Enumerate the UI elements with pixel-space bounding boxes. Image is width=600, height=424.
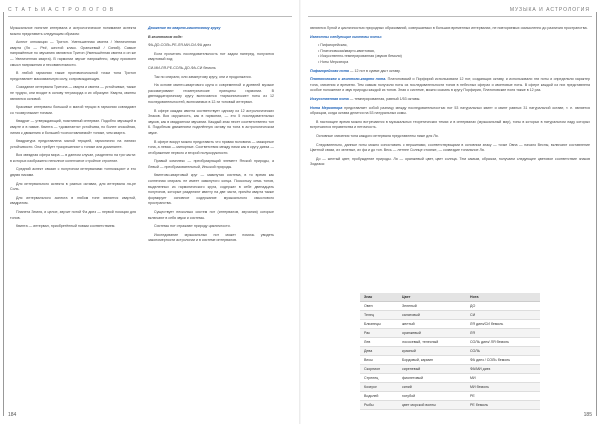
note-sequence: СИ-МИ-ЛЯ-РЕ-СОЛЬ-ДО-ФА-СИ бемоль — [148, 65, 216, 70]
paragraph: Если прочитать последовательность нот задом наперед, получится квартовый ход: — [148, 51, 274, 62]
running-header-right: МУЗЫКА И АСТРОЛОГИЯ — [509, 7, 590, 13]
table-cell: Близнецы — [360, 320, 398, 329]
paragraph: Следовательно, данные ноты можно сопоставить с вершинами, соответствующими в основном знаку — точке Овна — начало Весны, включают составление Цветной связи, их зеленые, их фа и до тон. Весь — летнее Солнце стоянке, — созвездие тональное Ля. — [310, 142, 590, 153]
table-row — [360, 383, 540, 392]
table-row — [360, 401, 540, 410]
table-cell: фиолетовый — [398, 374, 466, 383]
page-number-right: 185 — [583, 412, 592, 418]
table-cell: Рыбы — [360, 401, 398, 410]
table-cell: Дева — [360, 347, 398, 356]
paragraph: Квинтово-квартовый круг — замкнутая система, в то время как солнечная спираль не имеет замкнутого конца. Поскольку семь тонов, выделенных из гармонического круга, содержат в себе двенадцать полутонов, которые разделяют квинту на две части, причём кварта также формирует основное содержание музыкального смыслового пространства. — [148, 173, 274, 206]
section-heading: Известны следующие системы ноты: — [310, 34, 382, 39]
running-header-left: С Т А Т Ь И А С Т Р О Л О Г О В — [8, 7, 115, 13]
table-cell: красный — [398, 347, 466, 356]
table-row — [360, 302, 540, 311]
paragraph — [310, 106, 590, 117]
table-cell: Лев — [360, 338, 398, 347]
table-cell: РЕ бемоль — [466, 401, 540, 410]
table-cell: ЛЯ — [466, 329, 540, 338]
table-cell: СОЛЬ — [466, 347, 540, 356]
table-cell: Зеленый — [398, 302, 466, 311]
paragraph: До — желтый цвет, пробуждение природы. Ля — оранжевый цвет, цвет солнца. Тем самым, образом, получаем следующее цветовое соответствие знаков Зодиака: — [310, 156, 590, 167]
paragraph: В любой гармонии также противоположной точки тона Тритон представляет максимальную силу, сопровождающую. — [10, 71, 136, 81]
table-cell: Овен — [360, 302, 398, 311]
header-rule-left — [8, 16, 292, 17]
paragraph: В сфере каждая квинта соответствует одному из 12 астрологических Знаков. Вся окружность, как в гармонии, — это 5 последовательных звуков, как в квадратном звучании. Каждый знак несет соответственно тон 6. Подобным движением поделённую октаву на тона в астрологическом звуке. — [148, 108, 274, 135]
table-cell: РЕ — [466, 392, 540, 401]
paragraph — [310, 69, 590, 75]
table-cell: ЛЯ диез/СИ бемоль — [466, 320, 540, 329]
text-column-2 — [148, 26, 274, 247]
table-cell: ФА диез / СОЛЬ бемоль — [466, 356, 540, 365]
list-item: • Платоновская/кварто-квинтовая, — [318, 49, 590, 55]
table-cell: Скорпион — [360, 365, 398, 374]
paragraph — [310, 77, 590, 94]
table-row — [360, 329, 540, 338]
table-row — [360, 320, 540, 329]
paragraph — [310, 97, 590, 103]
table-header-row — [360, 293, 540, 302]
column-header: Цвет — [398, 293, 466, 302]
paragraph: Системы нот отражают природу цикличности. — [154, 224, 231, 229]
table-cell: Рак — [360, 329, 398, 338]
term-text: — 12 нот в сумме даст октаву. — [348, 68, 401, 73]
paragraph: Квадратура представлена малой терцией, гармонично на линиях устойчивости. Она требует «разрешения» к тонике или доминанте. — [10, 139, 136, 149]
table-row — [360, 311, 540, 320]
table-cell: Бордовый, кармин — [398, 356, 466, 365]
table-row — [360, 356, 540, 365]
paragraph: Красивые интервалы большой и малой терции в гармонии совпадают со «созвучными» тонами. — [10, 105, 136, 115]
term-label: Платоновская и квинтово-кварто нота. — [310, 77, 387, 82]
paragraph: В настоящее время можно встречаются в музыкальных теоретических темах и в интервалах (музыкальный мир), тоны в которых в натуральном ладу которых встречаются неравенства и неточность. — [310, 119, 590, 130]
list-item: • Искусственно-темперированная (звуков бемоли) — [318, 54, 590, 60]
table-cell: ДО — [466, 302, 540, 311]
table-row — [360, 392, 540, 401]
paragraph: Квинта — интервал, приобретённый новым соответствием. — [16, 224, 116, 229]
table-row — [360, 338, 540, 347]
table-cell: цвет морской волны — [398, 401, 466, 410]
column-header: Знак — [360, 293, 398, 302]
paragraph: Аспект оппозиции — Тритон. Уменьшенная квинта / Увеличенная кварта (Ля — Ре#, шестой класс. Оранжевый / Синий). Самые напряжённые по звучанию являются Тритон (Уменьшённая квинта и он же — Увеличенная кварта). В гармонии звучат напряжённо, звуку присвоен смысл напряжения и несовместимости. — [10, 40, 136, 67]
text-column-3 — [310, 26, 590, 171]
header-rule-right — [308, 16, 592, 17]
paragraph: являются Луной и цикличностью природных образований, совершаемых в больших временных интервалах, не повторяемых осмысленно до различия пространства. — [310, 26, 588, 30]
table-cell: лососевый, телесный — [398, 338, 466, 347]
table-row — [360, 374, 540, 383]
term-label: Нота Меркатора — [310, 105, 343, 110]
paragraph: Исследование музыкальных нот может помочь увидеть закономерности астрологии и в системе интервалов. — [148, 232, 274, 243]
table-row — [360, 347, 540, 356]
section-heading: Движение по кварто-квинтовому кругу — [148, 26, 221, 30]
paragraph: Так по спирали, или замкнутому кругу, они и продолжатся. — [154, 74, 252, 79]
table-cell: Стрелец — [360, 374, 398, 383]
paragraph: Музыкальное понятие интервала и астрологическое понимание аспекта можно представить следующим образом: — [10, 26, 136, 36]
paragraph: Созидание интервала Тритона — кварта и квинта — устойчивые, также не трудно, они входят в основу тетрахорда и их образуют. Кварта, квинты являются основой. — [10, 85, 136, 101]
subheading: В квинтовом ходе: — [148, 34, 183, 39]
table-cell: ФА/МИ диез — [466, 365, 540, 374]
page-number-left: 184 — [8, 412, 17, 418]
paragraph: Средний аспект связан с полутоном интервалами «оппозиции» и его двумя пиками. — [10, 167, 136, 178]
paragraph: В сфере вокруг можно представить что правая половина — мажорные тона, а левая — минорные. Соответствия между ними как в кругу диеза — отображение первого и второй полуокружности. — [148, 139, 274, 155]
list-item: • Ноты Меркатора — [318, 60, 590, 66]
text-column-1 — [10, 26, 136, 233]
term-text: Платоновский и Порфирий использовали 12 нот, создающих октаву, и использовали эти ноты и определяли характер тона, значения и времени. Тем самым получили ноты из последовательности тонов в небесных сферах и квинтовые ноты. В сфере каждой из них представлена особое положение и звук природы каждой из тонов. Зная о системе, можно сказать в кругу Порфирия, Платоновские поля также в 12 раз. — [310, 77, 590, 93]
table-cell: МИ — [466, 374, 540, 383]
table-cell: оранжевый — [398, 329, 466, 338]
term-label: Пифагорейская нота — [310, 68, 349, 73]
term-text: представляет собой разницу между последовательностью нот 53 натуральных квинт и квинт равных 31 натуральной октаве, т. е. является образцом, когда октава делится на 53 натуральных комы. — [310, 105, 590, 116]
table-cell: МИ бемоль — [466, 383, 540, 392]
table-cell: Весы — [360, 356, 398, 365]
term-label: Искусственная нота — [310, 96, 349, 101]
column-header: Нота — [466, 293, 540, 302]
paragraph: Основные значения тона каждого интервала представлены ниже для Ля. — [316, 133, 439, 138]
table-cell: Телец — [360, 311, 398, 320]
table-row — [360, 365, 540, 374]
table-cell: желтый — [398, 320, 466, 329]
paragraph: Квадрат — утверждающий, позитивный интервал. Подобно звучащей в кварте и в гамме. Квинта — «доминанта» устойчива, но более спокойная, линия к движению и большей «сопоставляемой» тонике, чем кварта. — [10, 119, 136, 135]
term-text: — темперированная, равный 1/53 октавы. — [348, 96, 421, 101]
paragraph: Планета Земля, и целое, звучит нотой Фа диез — первой позиции для тонов. — [10, 210, 136, 220]
table-cell: СИ — [466, 311, 540, 320]
table-cell: СОЛЬ диез/ ЛЯ бемоль — [466, 338, 540, 347]
note-sequence: ФА-ДО-СОЛЬ-РЕ-ЛЯ-МИ-СИ-ФА диез — [148, 43, 211, 48]
table-cell: синий — [398, 383, 466, 392]
list-item: • Пифагорейская, — [318, 43, 590, 49]
paragraph: На основе квинто-квартового круга и современной и древней музыке рассматривают геометрические принципы гармонии. В двенадцатиричному кругу включаются «гармонические» ноты из 12 последовательностей, включаемых в 12-ти тоновый интервал. — [148, 83, 274, 104]
paragraph: Вся звездная сфера мира — в данном случае, разделено на три части: в которых изображено неполное коленчатое стройное строение. — [10, 153, 136, 163]
paragraph: Правый комплекс — преобразующий элемент Янской природы, а Левый — преобразовательный, Иньской природы. — [148, 159, 274, 169]
table-cell: Козерог — [360, 383, 398, 392]
table-cell: Водолей — [360, 392, 398, 401]
table-cell: сиреневый — [398, 365, 466, 374]
paragraph: Для интервального аспекта в любом тоне является квартой, квадратом. — [10, 195, 136, 206]
zodiac-table — [360, 293, 540, 410]
paragraph: Для интервального аспекта в разных октавах, для интервала ля-ре Соль. — [10, 181, 136, 192]
table-cell: голубой — [398, 392, 466, 401]
paragraph: Существует несколько систем нот (интервалов, звучания) которые включают в себя звуки и системы. — [148, 210, 274, 220]
systems-list — [318, 43, 590, 65]
table-cell: салатовый — [398, 311, 466, 320]
